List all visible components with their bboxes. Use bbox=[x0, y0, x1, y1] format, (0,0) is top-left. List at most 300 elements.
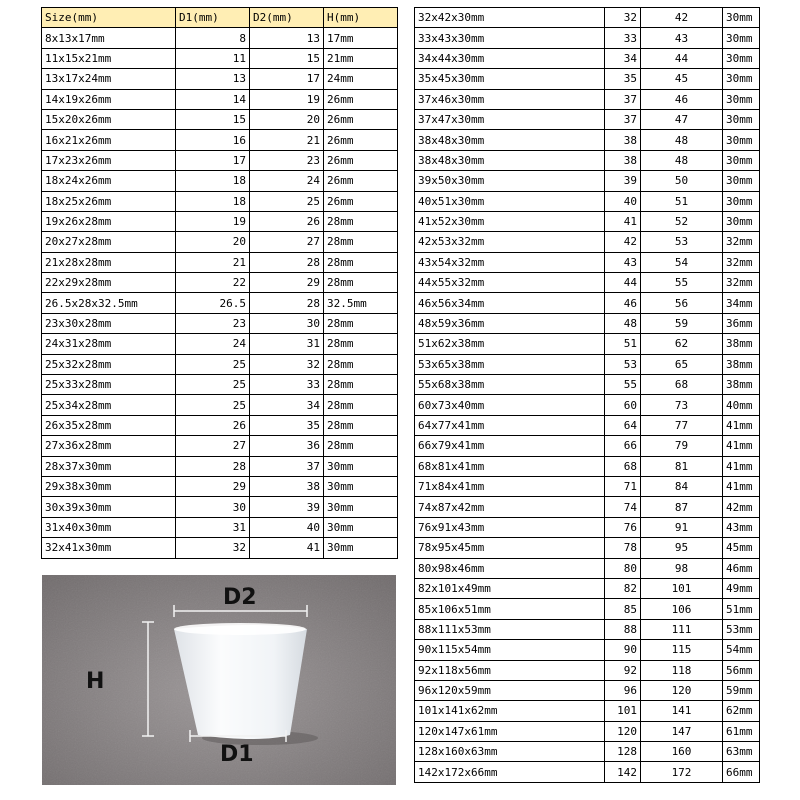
cell-h: 28mm bbox=[324, 395, 398, 415]
cell-size: 26x35x28mm bbox=[42, 415, 176, 435]
cell-size: 14x19x26mm bbox=[42, 89, 176, 109]
cell-h: 30mm bbox=[723, 89, 760, 109]
cell-size: 80x98x46mm bbox=[415, 558, 605, 578]
table-row bbox=[415, 354, 760, 374]
cell-d1: 76 bbox=[605, 517, 641, 537]
cell-h: 51mm bbox=[723, 599, 760, 619]
cell-d1: 48 bbox=[605, 313, 641, 333]
cell-size: 76x91x43mm bbox=[415, 517, 605, 537]
cell-h: 30mm bbox=[723, 69, 760, 89]
table-row bbox=[415, 415, 760, 435]
size-table-right bbox=[414, 7, 760, 783]
table-row bbox=[415, 171, 760, 191]
cell-size: 88x111x53mm bbox=[415, 619, 605, 639]
cell-size: 42x53x32mm bbox=[415, 232, 605, 252]
cell-d1: 78 bbox=[605, 538, 641, 558]
cell-d1: 20 bbox=[176, 232, 250, 252]
table-row bbox=[42, 436, 398, 456]
cell-h: 66mm bbox=[723, 762, 760, 782]
table-row bbox=[42, 456, 398, 476]
cell-size: 37x46x30mm bbox=[415, 89, 605, 109]
cell-h: 41mm bbox=[723, 415, 760, 435]
table-row bbox=[415, 538, 760, 558]
cell-d1: 33 bbox=[605, 28, 641, 48]
cell-d1: 32 bbox=[176, 538, 250, 558]
table-row bbox=[415, 191, 760, 211]
cell-d2: 115 bbox=[641, 640, 723, 660]
cell-d2: 98 bbox=[641, 558, 723, 578]
cell-size: 68x81x41mm bbox=[415, 456, 605, 476]
table-row bbox=[42, 293, 398, 313]
cell-d2: 32 bbox=[250, 354, 324, 374]
cell-size: 82x101x49mm bbox=[415, 578, 605, 598]
cell-d2: 111 bbox=[641, 619, 723, 639]
cell-size: 46x56x34mm bbox=[415, 293, 605, 313]
table-row bbox=[42, 89, 398, 109]
cell-size: 96x120x59mm bbox=[415, 680, 605, 700]
cell-d1: 11 bbox=[176, 48, 250, 68]
cell-d2: 55 bbox=[641, 273, 723, 293]
cell-d2: 81 bbox=[641, 456, 723, 476]
cell-d1: 90 bbox=[605, 640, 641, 660]
table-row bbox=[415, 109, 760, 129]
cell-d2: 13 bbox=[250, 28, 324, 48]
cell-size: 20x27x28mm bbox=[42, 232, 176, 252]
cell-size: 35x45x30mm bbox=[415, 69, 605, 89]
cell-d1: 80 bbox=[605, 558, 641, 578]
cell-d2: 45 bbox=[641, 69, 723, 89]
cell-size: 26.5x28x32.5mm bbox=[42, 293, 176, 313]
cell-size: 24x31x28mm bbox=[42, 334, 176, 354]
cell-size: 66x79x41mm bbox=[415, 436, 605, 456]
cell-d1: 120 bbox=[605, 721, 641, 741]
table-row bbox=[415, 334, 760, 354]
cell-h: 36mm bbox=[723, 313, 760, 333]
header-h: H(mm) bbox=[324, 8, 398, 28]
table-row bbox=[42, 191, 398, 211]
cell-d1: 55 bbox=[605, 375, 641, 395]
cell-d1: 51 bbox=[605, 334, 641, 354]
cell-d2: 68 bbox=[641, 375, 723, 395]
cell-d1: 15 bbox=[176, 109, 250, 129]
cell-h: 45mm bbox=[723, 538, 760, 558]
stopper-photo bbox=[42, 575, 396, 785]
cell-h: 28mm bbox=[324, 415, 398, 435]
cell-size: 28x37x30mm bbox=[42, 456, 176, 476]
cell-d2: 41 bbox=[250, 538, 324, 558]
cell-h: 38mm bbox=[723, 375, 760, 395]
cell-h: 30mm bbox=[723, 48, 760, 68]
cell-d2: 47 bbox=[641, 109, 723, 129]
cell-d2: 37 bbox=[250, 456, 324, 476]
cell-h: 41mm bbox=[723, 476, 760, 496]
cell-size: 71x84x41mm bbox=[415, 476, 605, 496]
table-row bbox=[415, 456, 760, 476]
cell-h: 30mm bbox=[723, 211, 760, 231]
cell-size: 128x160x63mm bbox=[415, 742, 605, 762]
cell-d1: 92 bbox=[605, 660, 641, 680]
cell-h: 38mm bbox=[723, 354, 760, 374]
cell-d2: 20 bbox=[250, 109, 324, 129]
table-row bbox=[415, 8, 760, 28]
cell-size: 21x28x28mm bbox=[42, 252, 176, 272]
table-row bbox=[415, 293, 760, 313]
cell-d2: 23 bbox=[250, 150, 324, 170]
table-row bbox=[415, 89, 760, 109]
cell-d1: 23 bbox=[176, 313, 250, 333]
cell-d1: 37 bbox=[605, 109, 641, 129]
cell-size: 18x24x26mm bbox=[42, 171, 176, 191]
cell-d1: 24 bbox=[176, 334, 250, 354]
cell-size: 8x13x17mm bbox=[42, 28, 176, 48]
cell-d1: 88 bbox=[605, 619, 641, 639]
cell-d1: 35 bbox=[605, 69, 641, 89]
cell-d2: 27 bbox=[250, 232, 324, 252]
cell-d2: 56 bbox=[641, 293, 723, 313]
cell-d1: 64 bbox=[605, 415, 641, 435]
cell-d2: 95 bbox=[641, 538, 723, 558]
table-row bbox=[415, 640, 760, 660]
cell-d1: 18 bbox=[176, 191, 250, 211]
cell-size: 41x52x30mm bbox=[415, 211, 605, 231]
cell-h: 30mm bbox=[324, 517, 398, 537]
cell-size: 23x30x28mm bbox=[42, 313, 176, 333]
cell-d1: 25 bbox=[176, 354, 250, 374]
cell-d2: 53 bbox=[641, 232, 723, 252]
cell-d2: 33 bbox=[250, 375, 324, 395]
cell-size: 39x50x30mm bbox=[415, 171, 605, 191]
table-row bbox=[415, 130, 760, 150]
cell-d1: 25 bbox=[176, 375, 250, 395]
table-row bbox=[415, 28, 760, 48]
table-row bbox=[42, 150, 398, 170]
table-row bbox=[415, 558, 760, 578]
cell-d1: 22 bbox=[176, 273, 250, 293]
cell-h: 28mm bbox=[324, 273, 398, 293]
cell-d2: 141 bbox=[641, 701, 723, 721]
cell-d1: 142 bbox=[605, 762, 641, 782]
cell-size: 64x77x41mm bbox=[415, 415, 605, 435]
header-size: Size(mm) bbox=[42, 8, 176, 28]
cell-h: 41mm bbox=[723, 436, 760, 456]
cell-d1: 66 bbox=[605, 436, 641, 456]
cell-d2: 172 bbox=[641, 762, 723, 782]
cell-size: 37x47x30mm bbox=[415, 109, 605, 129]
cell-size: 101x141x62mm bbox=[415, 701, 605, 721]
cell-d2: 54 bbox=[641, 252, 723, 272]
cell-d2: 48 bbox=[641, 130, 723, 150]
cell-size: 60x73x40mm bbox=[415, 395, 605, 415]
cell-d1: 74 bbox=[605, 497, 641, 517]
cell-d1: 31 bbox=[176, 517, 250, 537]
cell-d2: 79 bbox=[641, 436, 723, 456]
table-row bbox=[415, 599, 760, 619]
cell-d1: 26 bbox=[176, 415, 250, 435]
cell-d1: 46 bbox=[605, 293, 641, 313]
table-row bbox=[415, 48, 760, 68]
cell-d1: 28 bbox=[176, 456, 250, 476]
cell-h: 32.5mm bbox=[324, 293, 398, 313]
cell-size: 31x40x30mm bbox=[42, 517, 176, 537]
cell-h: 26mm bbox=[324, 171, 398, 191]
cell-d2: 40 bbox=[250, 517, 324, 537]
cell-size: 27x36x28mm bbox=[42, 436, 176, 456]
cell-d1: 25 bbox=[176, 395, 250, 415]
cell-h: 42mm bbox=[723, 497, 760, 517]
table-row bbox=[415, 721, 760, 741]
cell-h: 30mm bbox=[723, 150, 760, 170]
cell-h: 28mm bbox=[324, 232, 398, 252]
cell-d1: 42 bbox=[605, 232, 641, 252]
cell-size: 25x34x28mm bbox=[42, 395, 176, 415]
table-row bbox=[42, 171, 398, 191]
cell-d2: 62 bbox=[641, 334, 723, 354]
cell-d1: 27 bbox=[176, 436, 250, 456]
cell-size: 142x172x66mm bbox=[415, 762, 605, 782]
cell-d1: 17 bbox=[176, 150, 250, 170]
cell-size: 17x23x26mm bbox=[42, 150, 176, 170]
cell-d2: 48 bbox=[641, 150, 723, 170]
cell-h: 26mm bbox=[324, 109, 398, 129]
cell-d2: 24 bbox=[250, 171, 324, 191]
cell-d2: 28 bbox=[250, 252, 324, 272]
cell-size: 43x54x32mm bbox=[415, 252, 605, 272]
cell-d1: 44 bbox=[605, 273, 641, 293]
cell-h: 62mm bbox=[723, 701, 760, 721]
cell-d1: 101 bbox=[605, 701, 641, 721]
cell-d1: 19 bbox=[176, 211, 250, 231]
table-row bbox=[415, 150, 760, 170]
cell-d1: 14 bbox=[176, 89, 250, 109]
cell-size: 25x33x28mm bbox=[42, 375, 176, 395]
cell-d2: 84 bbox=[641, 476, 723, 496]
table-row bbox=[42, 109, 398, 129]
cell-h: 30mm bbox=[324, 476, 398, 496]
cell-d2: 101 bbox=[641, 578, 723, 598]
table-row bbox=[42, 538, 398, 558]
cell-size: 18x25x26mm bbox=[42, 191, 176, 211]
cell-h: 30mm bbox=[723, 8, 760, 28]
cell-size: 44x55x32mm bbox=[415, 273, 605, 293]
cell-d2: 36 bbox=[250, 436, 324, 456]
cell-d1: 26.5 bbox=[176, 293, 250, 313]
cell-d1: 43 bbox=[605, 252, 641, 272]
table-row bbox=[415, 660, 760, 680]
table-row bbox=[42, 375, 398, 395]
cell-d2: 46 bbox=[641, 89, 723, 109]
cell-h: 28mm bbox=[324, 334, 398, 354]
cell-d2: 25 bbox=[250, 191, 324, 211]
table-row bbox=[42, 334, 398, 354]
cell-h: 28mm bbox=[324, 354, 398, 374]
table-row bbox=[415, 211, 760, 231]
table-row bbox=[415, 497, 760, 517]
cell-d2: 28 bbox=[250, 293, 324, 313]
table-row bbox=[42, 48, 398, 68]
cell-size: 85x106x51mm bbox=[415, 599, 605, 619]
cell-h: 30mm bbox=[723, 171, 760, 191]
cell-h: 54mm bbox=[723, 640, 760, 660]
d2-label: D2 bbox=[223, 585, 257, 610]
size-table-left bbox=[41, 7, 398, 559]
cell-h: 32mm bbox=[723, 252, 760, 272]
header-d2: D2(mm) bbox=[250, 8, 324, 28]
cell-h: 24mm bbox=[324, 69, 398, 89]
table-row bbox=[42, 415, 398, 435]
cell-d2: 30 bbox=[250, 313, 324, 333]
cell-size: 32x42x30mm bbox=[415, 8, 605, 28]
cell-h: 30mm bbox=[324, 497, 398, 517]
cell-d1: 18 bbox=[176, 171, 250, 191]
cell-d1: 30 bbox=[176, 497, 250, 517]
cell-d2: 120 bbox=[641, 680, 723, 700]
table-row bbox=[415, 232, 760, 252]
cell-d2: 73 bbox=[641, 395, 723, 415]
cell-d2: 65 bbox=[641, 354, 723, 374]
cell-size: 74x87x42mm bbox=[415, 497, 605, 517]
cell-d2: 51 bbox=[641, 191, 723, 211]
cell-d2: 44 bbox=[641, 48, 723, 68]
cell-size: 78x95x45mm bbox=[415, 538, 605, 558]
table-row bbox=[42, 354, 398, 374]
cell-size: 40x51x30mm bbox=[415, 191, 605, 211]
table-row bbox=[415, 273, 760, 293]
cell-d2: 34 bbox=[250, 395, 324, 415]
table-row bbox=[415, 578, 760, 598]
cell-size: 32x41x30mm bbox=[42, 538, 176, 558]
table-row bbox=[415, 619, 760, 639]
cell-size: 53x65x38mm bbox=[415, 354, 605, 374]
table-row bbox=[42, 497, 398, 517]
cell-h: 32mm bbox=[723, 273, 760, 293]
cell-d1: 85 bbox=[605, 599, 641, 619]
cell-h: 38mm bbox=[723, 334, 760, 354]
table-row bbox=[42, 395, 398, 415]
table-row bbox=[42, 211, 398, 231]
cell-h: 26mm bbox=[324, 191, 398, 211]
cell-h: 26mm bbox=[324, 150, 398, 170]
cell-h: 28mm bbox=[324, 211, 398, 231]
cell-d2: 21 bbox=[250, 130, 324, 150]
table-row bbox=[415, 742, 760, 762]
cell-size: 13x17x24mm bbox=[42, 69, 176, 89]
table-row bbox=[42, 130, 398, 150]
cell-d2: 147 bbox=[641, 721, 723, 741]
cell-h: 32mm bbox=[723, 232, 760, 252]
table-row bbox=[415, 680, 760, 700]
cell-d2: 91 bbox=[641, 517, 723, 537]
header-d1: D1(mm) bbox=[176, 8, 250, 28]
table-row bbox=[415, 395, 760, 415]
cell-size: 90x115x54mm bbox=[415, 640, 605, 660]
cell-size: 11x15x21mm bbox=[42, 48, 176, 68]
cell-d2: 19 bbox=[250, 89, 324, 109]
table-row bbox=[42, 313, 398, 333]
cell-d1: 21 bbox=[176, 252, 250, 272]
cell-h: 43mm bbox=[723, 517, 760, 537]
cell-h: 61mm bbox=[723, 721, 760, 741]
cell-d1: 60 bbox=[605, 395, 641, 415]
cell-h: 28mm bbox=[324, 436, 398, 456]
cell-d1: 29 bbox=[176, 476, 250, 496]
table-row bbox=[42, 252, 398, 272]
cell-d1: 32 bbox=[605, 8, 641, 28]
table-row bbox=[415, 436, 760, 456]
cell-size: 33x43x30mm bbox=[415, 28, 605, 48]
cell-d1: 41 bbox=[605, 211, 641, 231]
cell-d2: 38 bbox=[250, 476, 324, 496]
cell-size: 120x147x61mm bbox=[415, 721, 605, 741]
cell-size: 19x26x28mm bbox=[42, 211, 176, 231]
cell-d2: 29 bbox=[250, 273, 324, 293]
cell-h: 63mm bbox=[723, 742, 760, 762]
cell-size: 92x118x56mm bbox=[415, 660, 605, 680]
cell-h: 28mm bbox=[324, 375, 398, 395]
cell-size: 38x48x30mm bbox=[415, 150, 605, 170]
cell-h: 30mm bbox=[723, 28, 760, 48]
cell-h: 40mm bbox=[723, 395, 760, 415]
table-header-row bbox=[42, 8, 398, 28]
cell-h: 28mm bbox=[324, 313, 398, 333]
cell-h: 17mm bbox=[324, 28, 398, 48]
cell-d2: 59 bbox=[641, 313, 723, 333]
cell-d2: 87 bbox=[641, 497, 723, 517]
table-row bbox=[42, 476, 398, 496]
cell-d1: 34 bbox=[605, 48, 641, 68]
table-row bbox=[415, 375, 760, 395]
cell-h: 30mm bbox=[723, 191, 760, 211]
cell-d1: 13 bbox=[176, 69, 250, 89]
cell-d2: 52 bbox=[641, 211, 723, 231]
cell-h: 26mm bbox=[324, 130, 398, 150]
cell-d1: 16 bbox=[176, 130, 250, 150]
cell-size: 38x48x30mm bbox=[415, 130, 605, 150]
cell-d1: 8 bbox=[176, 28, 250, 48]
cell-d2: 39 bbox=[250, 497, 324, 517]
cell-d1: 38 bbox=[605, 130, 641, 150]
cell-d1: 96 bbox=[605, 680, 641, 700]
cell-d2: 43 bbox=[641, 28, 723, 48]
cell-h: 26mm bbox=[324, 89, 398, 109]
cell-d2: 26 bbox=[250, 211, 324, 231]
table-row bbox=[415, 69, 760, 89]
cell-d1: 68 bbox=[605, 456, 641, 476]
cell-h: 56mm bbox=[723, 660, 760, 680]
cell-h: 30mm bbox=[324, 538, 398, 558]
cell-h: 59mm bbox=[723, 680, 760, 700]
cell-d1: 37 bbox=[605, 89, 641, 109]
cell-d1: 71 bbox=[605, 476, 641, 496]
cell-h: 30mm bbox=[723, 109, 760, 129]
table-row bbox=[415, 701, 760, 721]
cell-h: 41mm bbox=[723, 456, 760, 476]
cell-h: 30mm bbox=[324, 456, 398, 476]
cell-size: 51x62x38mm bbox=[415, 334, 605, 354]
table-row bbox=[415, 762, 760, 782]
cell-d1: 53 bbox=[605, 354, 641, 374]
table-row bbox=[42, 232, 398, 252]
table-row bbox=[42, 28, 398, 48]
cell-h: 46mm bbox=[723, 558, 760, 578]
cell-d1: 82 bbox=[605, 578, 641, 598]
h-label: H bbox=[86, 669, 105, 694]
cell-size: 16x21x26mm bbox=[42, 130, 176, 150]
table-row bbox=[42, 517, 398, 537]
table-row bbox=[415, 252, 760, 272]
cell-d2: 15 bbox=[250, 48, 324, 68]
cell-d2: 17 bbox=[250, 69, 324, 89]
cell-d2: 160 bbox=[641, 742, 723, 762]
